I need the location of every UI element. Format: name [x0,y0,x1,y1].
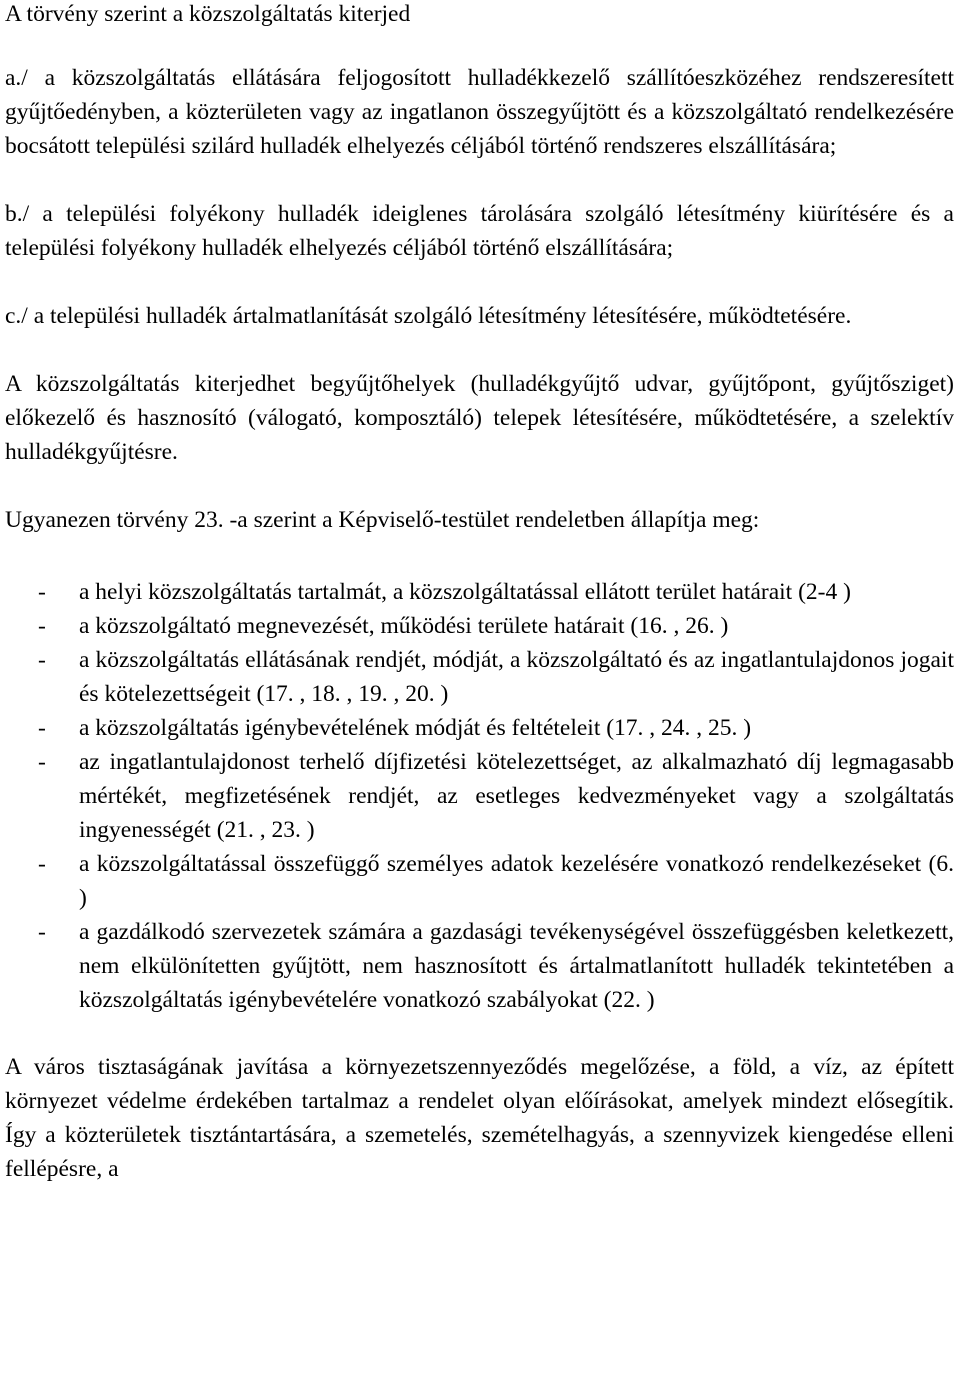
list-dash: - [38,851,46,877]
list-item [5,643,954,711]
item-a-label: a./ [5,65,28,91]
extension-paragraph: A közszolgáltatás kiterjedhet begyűjtőhelyek (hulladékgyűjtő udvar, gyűjtőpont, gyűjtősziget) előkezelő és hasznosító (válogató, komposztáló) telepek létesítésére, működtetésére, a szelektív hulladékgyűjtésre. [5,371,954,465]
list-item [5,575,954,609]
list-item [5,745,954,847]
list-item [5,711,954,745]
list-dash: - [38,579,46,605]
regulation-topics-list [5,575,954,1017]
list-item-text: az ingatlantulajdonost terhelő díjfizetési kötelezettséget, az alkalmazható díj legmagasabb mértékét, megfizetésének rendjét, az esetleges kedvezményeket vagy a szolgáltatás ingyenességét (21. , 23. ) [79,749,954,843]
city-cleanliness-paragraph: A város tisztaságának javítása a környezetszennyeződés megelőzése, a föld, a víz, az épített környezet védelme érdekében tartalmaz a rendelet olyan előírásokat, amelyek mindezt elősegítik. Így a közterületek tisztántartására, a szemetelés, szemételhagyás, a szennyvizek kiengedése elleni fellépésre, a [5,1054,954,1182]
list-item-text: a helyi közszolgáltatás tartalmát, a közszolgáltatással ellátott terület határait (2-4 ) [79,579,851,605]
list-dash: - [38,613,46,639]
list-item-text: a gazdálkodó szervezetek számára a gazdasági tevékenységével összefüggésben keletkezett, nem elkülönítetten gyűjtött, nem hasznosított és ártalmatlanított hulladék tekintetében a közszolgáltatás igénybevételére vonatkozó szabályokat (22. ) [79,919,954,1013]
list-dash: - [38,919,46,945]
item-c-label: c./ [5,303,28,329]
item-c-paragraph [5,299,954,333]
list-dash: - [38,647,46,673]
list-dash: - [38,749,46,775]
item-a-text: a közszolgáltatás ellátására feljogosított hulladékkezelő szállítóeszközéhez rendszeresített gyűjtőedényben, a közterületen vagy az ingatlanon összegyűjtött és a közszolgáltató rendelkezésére bocsátott települési szilárd hulladék elhelyezés céljából történő rendszeres elszállítására; [5,65,955,159]
regulation-intro-paragraph: Ugyanezen törvény 23. -a szerint a Képviselő-testület rendeletben állapítja meg: [5,507,760,533]
item-b-paragraph [5,197,954,265]
item-b-label: b./ [5,201,30,227]
list-item [5,847,954,915]
item-b-text: a települési folyékony hulladék ideiglenes tárolására szolgáló létesítmény kiürítésére és a települési folyékony hulladék elhelyezés céljából történő elszállítására; [5,201,954,261]
item-c-text: a települési hulladék ártalmatlanítását szolgáló létesítmény létesítésére, működtetésére. [33,303,852,329]
list-item [5,915,954,1017]
list-item-text: a közszolgáltatással összefüggő személyes adatok kezelésére vonatkozó rendelkezéseket (6. ) [79,851,954,911]
list-item-text: a közszolgáltatás igénybevételének módját és feltételeit (17. , 24. , 25. ) [79,715,752,741]
item-a-paragraph [5,61,954,163]
intro-heading: A törvény szerint a közszolgáltatás kiterjed [5,1,411,27]
list-dash: - [38,715,46,741]
list-item [5,609,954,643]
list-item-text: a közszolgáltatás ellátásának rendjét, módját, a közszolgáltató és az ingatlantulajdonos jogait és kötelezettségeit (17. , 18. , 19. , 20. ) [79,647,954,707]
list-item-text: a közszolgáltató megnevezését, működési területe határait (16. , 26. ) [79,613,729,639]
